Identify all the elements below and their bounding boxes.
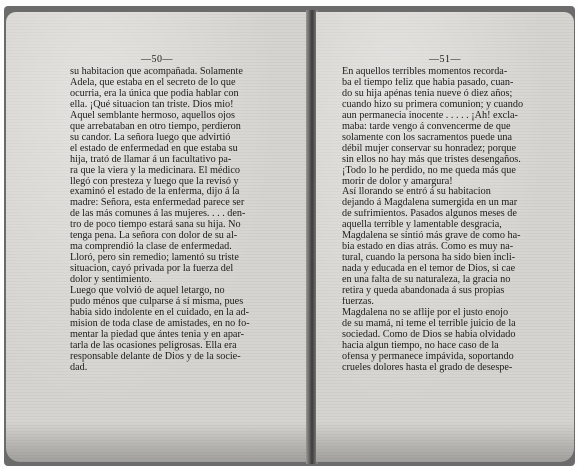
text-line: ocurria, era la única que podia hablar con	[70, 88, 239, 99]
text-line: sociedad. Como de Dios se habia olvidado	[342, 329, 516, 340]
text-line: retira y queda abandonada á sus propias	[342, 286, 505, 297]
text-line: Magdalena no se aflije por el justo enojo	[342, 307, 509, 318]
text-line: dolor y sentimiento.	[70, 275, 152, 286]
text-line: ¡Todo lo he perdido, no me queda más que	[342, 165, 516, 176]
text-line: sin ellos no hay más que tristes desengaños.	[342, 154, 521, 165]
text-line: ba el tiempo feliz que habia pasado, cuan-	[342, 77, 514, 88]
text-line: de su mamá, ni teme el terrible juicio de la	[342, 318, 516, 329]
text-line: maba: tarde vengo á convencerme de que	[342, 121, 511, 132]
text-line: ella. ¡Qué situacion tan triste. Dios mio!	[70, 99, 234, 110]
text-line: nada y educada en el temor de Dios, si cae	[342, 264, 516, 275]
text-line: tural, cuando la persona ha sido bien incli-	[342, 253, 516, 264]
page-number: —51—	[429, 54, 461, 65]
text-line: tarla de las ocasiones peligrosas. Ella era	[70, 340, 237, 351]
text-line: el estado de enfermedad en que estaba su	[70, 143, 238, 154]
text-line: en una falta de su naturaleza, la gracia no	[342, 275, 511, 286]
text-line: ra que la viera y la medicinara. El médico	[70, 165, 240, 176]
text-line: do su hija apénas tenia nueve ó diez años;	[342, 88, 513, 99]
text-line: de las más comunes á las mujeres. . . . den-	[70, 209, 246, 220]
text-line: dejando á Magdalena sumergida en un mar	[342, 198, 518, 209]
text-line: bia estado en dias atrás. Como es muy na-	[342, 242, 514, 253]
text-line: habia sido indolente en el cuidado, en la ad-	[70, 307, 250, 318]
text-line: situacion, cayó privada por la fuerza del	[70, 264, 234, 275]
text-line: hija, trató de llamar á un facultativo pa-	[70, 154, 232, 165]
text-line: Así llorando se entró á su habitacion	[342, 187, 491, 198]
page-text	[70, 67, 302, 374]
text-line: examinó el estado de la enferma, dijo á la	[70, 187, 240, 198]
page-edge-shadow	[6, 422, 308, 462]
page-text	[342, 67, 570, 374]
text-line: cuando hizo su primera comunion; y cuando	[342, 99, 524, 110]
text-line: solamente con los sacramentos puede una	[342, 132, 513, 143]
text-line: Magdalena se sintió más grave de como ha-	[342, 231, 521, 242]
right-page	[316, 12, 574, 462]
book-spread	[4, 6, 575, 466]
page-edge-shadow	[316, 422, 574, 462]
left-page	[6, 12, 308, 462]
text-line: que arrebataban en otro tiempo, perdieron	[70, 121, 241, 132]
text-line: de sufrimientos. Pasados algunos meses de	[342, 209, 517, 220]
text-line: tenga pena. La señora con dolor de su al-	[70, 231, 238, 242]
text-line: Adela, que estaba en el secreto de lo que	[70, 77, 236, 88]
text-line: dad.	[70, 362, 88, 373]
text-line: Luego que volvió de aquel letargo, no	[70, 286, 225, 297]
text-line: madre: Señora, esta enfermedad parece ser	[70, 198, 245, 209]
text-line: tro de poco tiempo estará sana su hija. No	[70, 220, 241, 231]
text-line: Lloró, pero sin remedio; lamentó su triste	[70, 253, 239, 264]
text-line: llegó con presteza y luego que la revisó y	[70, 176, 239, 187]
text-line: hacia algun tiempo, no hace caso de la	[342, 340, 499, 351]
text-line: crueles dolores hasta el grado de desespe-	[342, 362, 513, 373]
text-line: aquella terrible y lamentable desgracia,	[342, 220, 502, 231]
text-line: su candor. La señora luego que advirtió	[70, 132, 231, 143]
text-line: En aquellos terribles momentos recorda-	[342, 67, 508, 77]
text-line: ma comprendió la clase de enfermedad.	[70, 242, 232, 253]
text-line: ofensa y permanece impávida, soportando	[342, 351, 514, 362]
text-line: mentar la piedad que ántes tenia y en apar-	[70, 329, 245, 340]
text-line: fuerzas.	[342, 297, 374, 308]
text-line: Aquel semblante hermoso, aquellos ojos	[70, 110, 235, 121]
text-line: responsable delante de Dios y de la socie-	[70, 351, 241, 362]
text-line: débil mujer conservar su honradez; porque	[342, 143, 516, 154]
page-number: —50—	[141, 54, 173, 65]
text-line: aun permanecia inocente . . . . . ¡Ah! excla-	[342, 110, 518, 121]
text-line: morir de dolor y amargura!	[342, 176, 453, 187]
text-line: pudo ménos que culparse á sí misma, pues	[70, 297, 244, 308]
text-line: mision de toda clase de amistades, en no fo-	[70, 318, 250, 329]
text-line: su habitacion que acompañada. Solamente	[70, 67, 243, 77]
